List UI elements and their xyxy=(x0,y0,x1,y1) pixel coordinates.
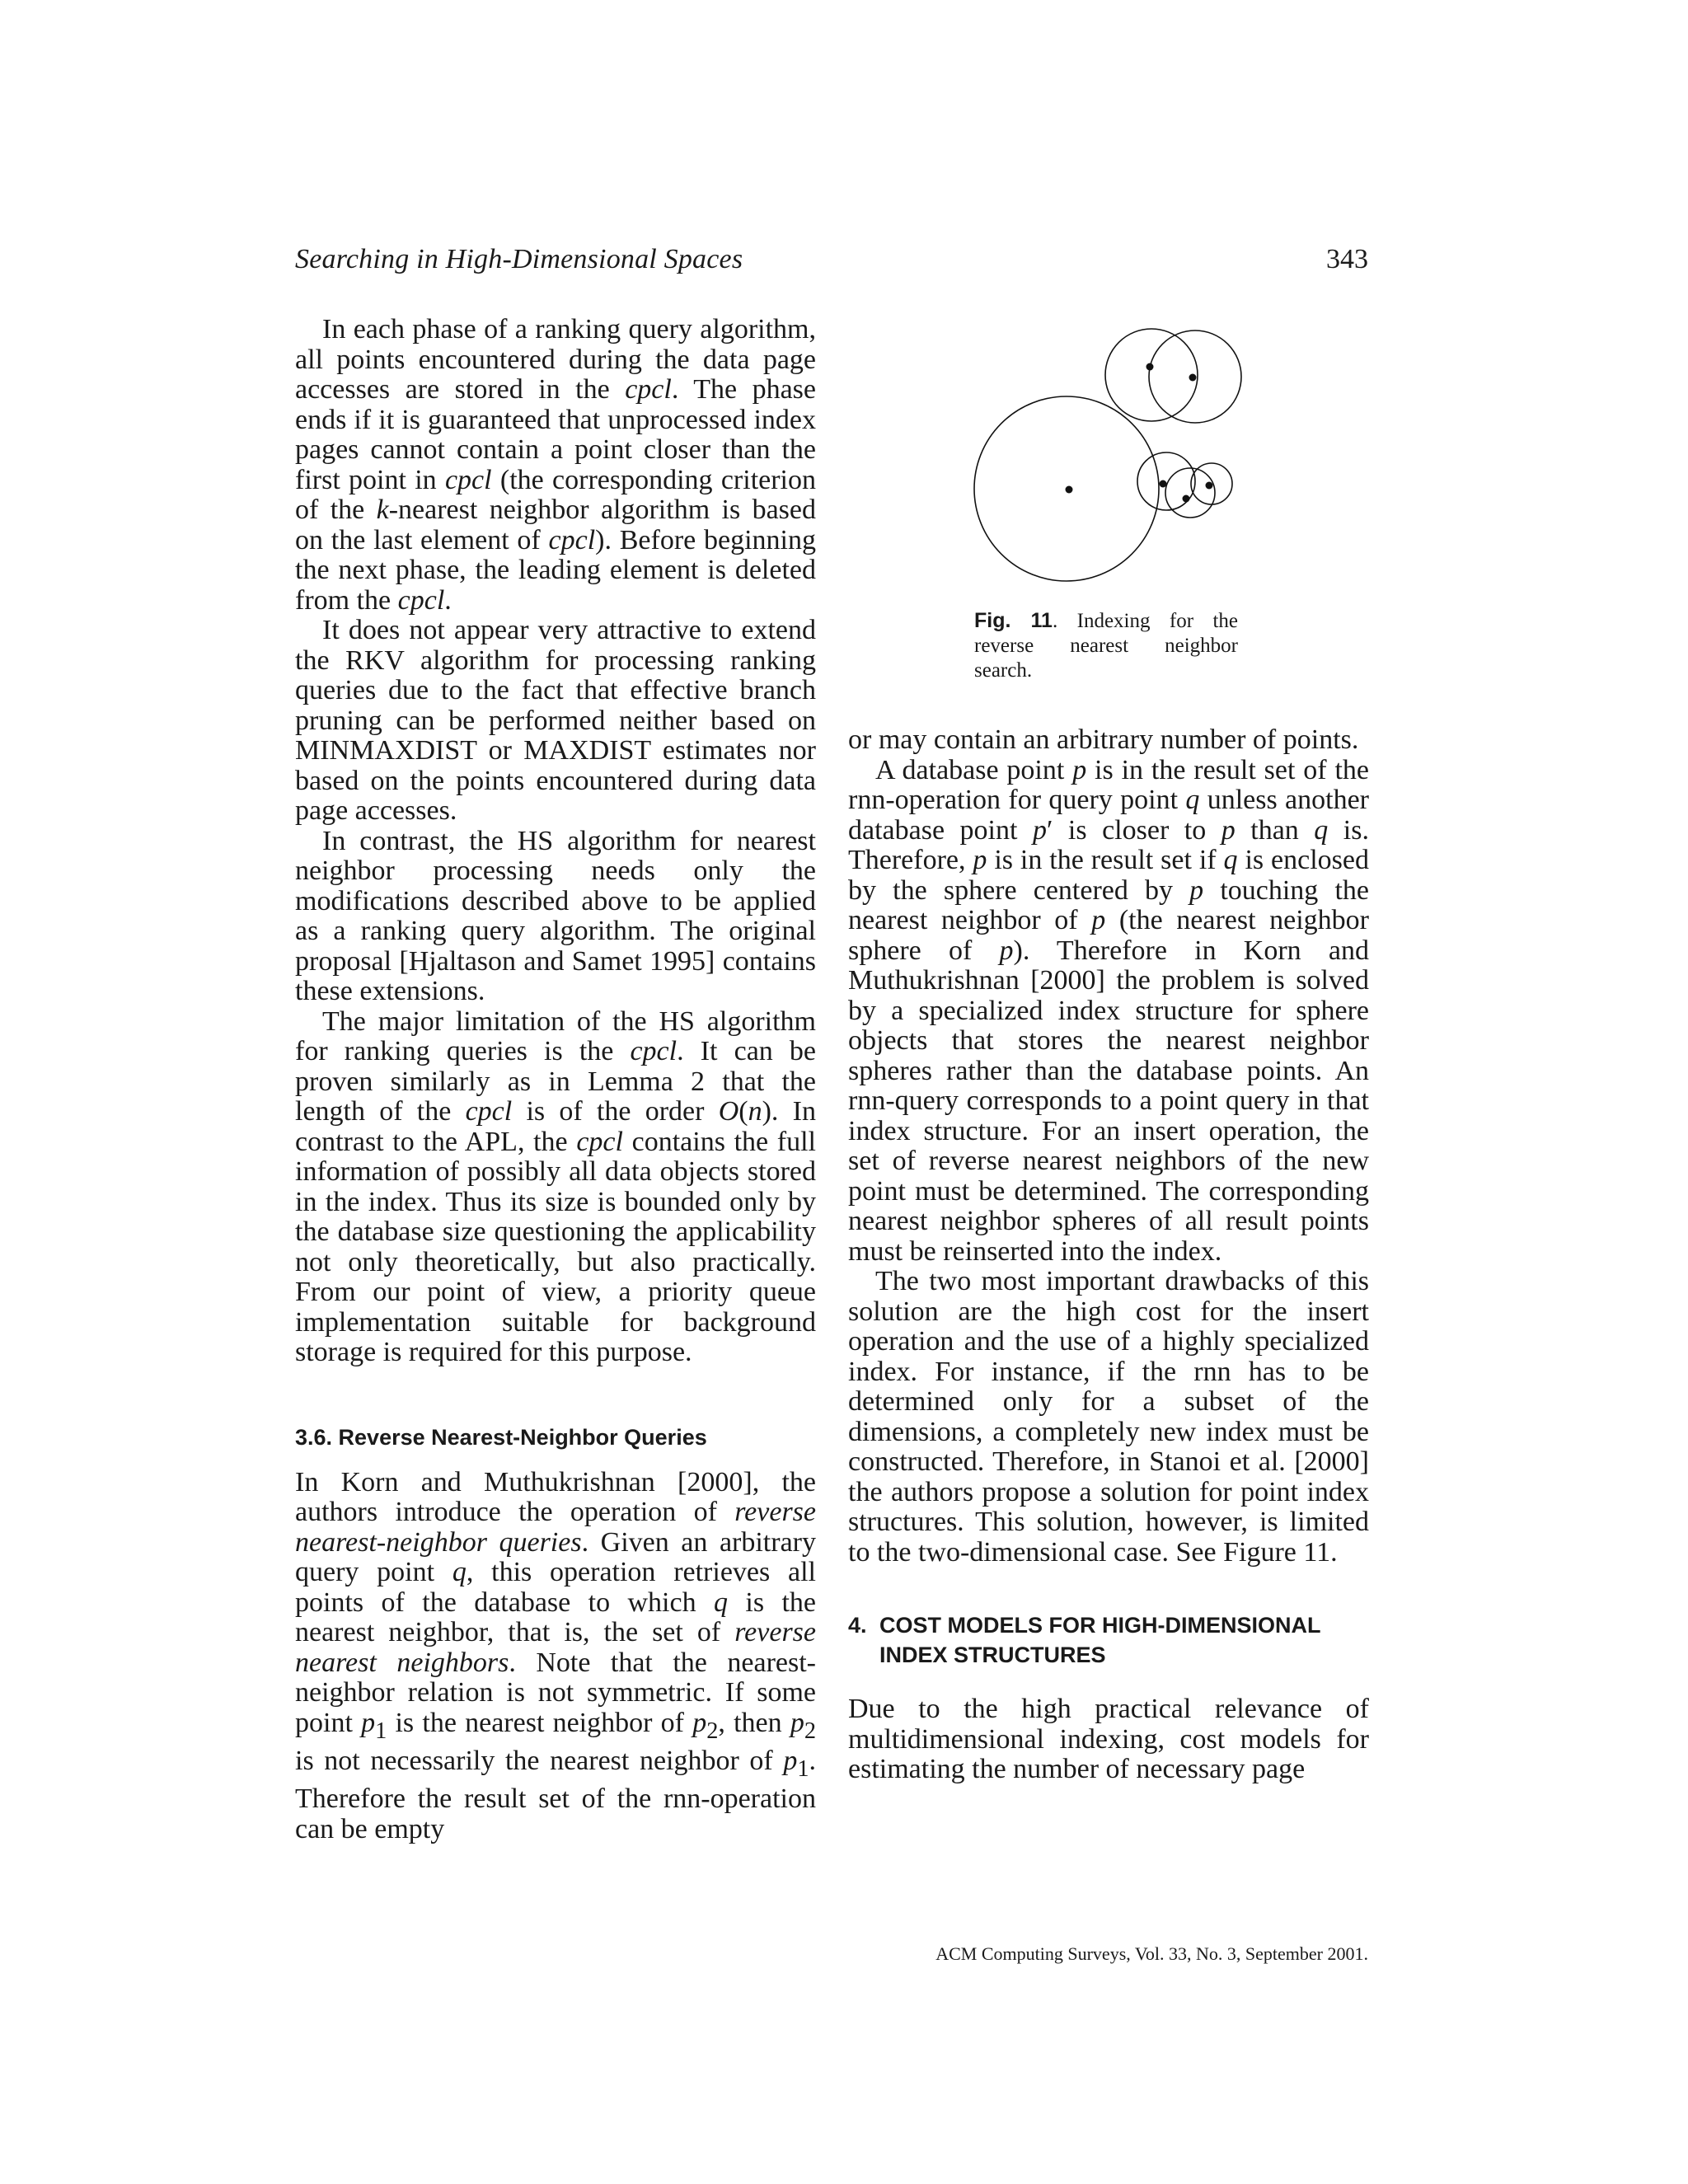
section-heading-cost-models xyxy=(848,1610,1369,1670)
figure-caption-text: Indexing for the reverse nearest neighbor search. xyxy=(974,610,1238,682)
right-column xyxy=(848,725,1369,1785)
footer-citation: ACM Computing Surveys, Vol. 33, No. 3, September 2001. xyxy=(935,1943,1368,1964)
database-point-small-left xyxy=(1160,480,1167,488)
paragraph-rnn-definition: A database point p is in the result set of the rnn-operation for query point q unless another database point p′ is closer to p than q is. Therefore, p is in the result set if q is enclosed by the sphere centered by p touching the nearest neighbor of p (the nearest neighbor sphere of p). Therefore in Korn and Muthukrishnan [2000] the problem is solved by a specialized index structure for sphere objects that stores the nearest neighbor spheres rather than the database points. An rnn-query corresponds to a point query in that index structure. For an insert operation, the set of reverse nearest neighbors of the new point must be determined. The corresponding nearest neighbor spheres of all result points must be reinserted into the index. xyxy=(848,754,1369,1267)
rnn-spheres-diagram xyxy=(966,315,1246,612)
figure-caption xyxy=(974,608,1238,683)
paragraph-hs-limitation: The major limitation of the HS algorithm for ranking queries is the cpcl. It can be proven similarly as in Lemma 2 that the length of the cpcl is of the order O(n). In contrast to the APL, the cpcl contains the full information of possibly all data objects stored in the index. Thus its size is bounded only by the database size questioning the applicability not only theoretically, but also practically. From our point of view, a priority queue implementation suitable for background storage is required for this purpose. xyxy=(295,1005,816,1367)
paragraph-rkv-algorithm: It does not appear very attractive to extend the RKV algorithm for processing ranking queries due to the fact that effective branch pruning can be performed neither based on MINMAXDIST or MAXDIST estimates nor based on the points encountered during data page accesses. xyxy=(295,615,816,826)
paragraph-rnn-result-set: or may contain an arbitrary number of points. xyxy=(848,724,1359,755)
database-point-top-left xyxy=(1146,363,1154,371)
running-head: Searching in High-Dimensional Spaces xyxy=(295,244,743,274)
section-title: COST MODELS FOR HIGH-DIMENSIONAL INDEX STRUCTURES xyxy=(879,1613,1321,1667)
database-point-large xyxy=(1066,486,1073,494)
nn-sphere-small-center xyxy=(1165,468,1215,518)
figure-11 xyxy=(966,315,1246,612)
section-number: 4. xyxy=(848,1613,867,1638)
figure-label-separator: . xyxy=(1052,610,1077,632)
paragraph-rnn-drawbacks: The two most important drawbacks of this solution are the high cost for the insert operation and the use of a highly specialized index. For instance, if the rnn has to be determined only for a subset of the dimensions, a completely new index must be constructed. Therefore, in Stanoi et al. [2000] the authors propose a solution for point index structures. This solution, however, is limited to the two-dimensional case. See Figure 11. xyxy=(848,1266,1369,1568)
database-point-small-right xyxy=(1206,482,1213,490)
paragraph-reverse-nn-intro: In Korn and Muthukrishnan [2000], the authors introduce the operation of reverse nearest-neighbor queries. Given an arbitrary query point q, this operation retrieves all points of the database to which q is the nearest neighbor, that is, the set of reverse nearest neighbors. Note that the nearest-neighbor relation is not symmetric. If some point $p_1$ is the nearest neighbor of $p_2$, then $p_2$ is not necessarily the nearest neighbor of $p_1$. Therefore the result set of the rnn-operation can be empty xyxy=(295,1466,817,1844)
nn-sphere-top-left xyxy=(1105,329,1198,421)
paragraph-cost-models-intro: Due to the high practical relevance of multidimensional indexing, cost models for estimating the number of necessary page xyxy=(848,1694,1369,1784)
paragraph-ranking-phase: In each phase of a ranking query algorithm, all points encountered during the data page accesses are stored in the cpcl. The phase ends if it is guaranteed that unprocessed index pages cannot contain a point closer than the first point in cpcl (the corresponding criterion of the k-nearest neighbor algorithm is based on the last element of cpcl). Before beginning the next phase, the leading element is deleted from the cpcl. xyxy=(295,314,816,616)
database-point-top-right xyxy=(1189,374,1197,382)
left-column xyxy=(295,315,816,1844)
paragraph-hs-algorithm: In contrast, the HS algorithm for nearest neighbor processing needs only the modifications described above to be applied as a ranking query algorithm. The original proposal [Hjaltason and Samet 1995] contains these extensions. xyxy=(295,825,816,1006)
page-number: 343 xyxy=(1326,244,1368,274)
database-point-small-center xyxy=(1183,495,1190,503)
figure-label: Fig. 11 xyxy=(974,609,1053,632)
section-heading-reverse-nn: 3.6. Reverse Nearest-Neighbor Queries xyxy=(295,1424,707,1450)
